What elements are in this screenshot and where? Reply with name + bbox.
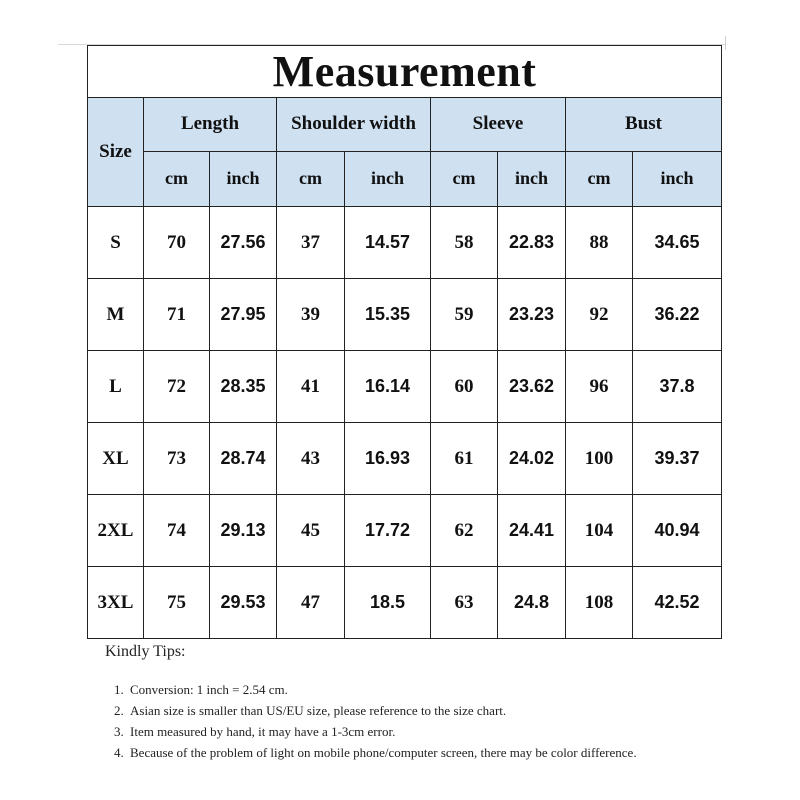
table-row	[88, 207, 722, 279]
bust-cm-cell: 88	[566, 207, 633, 279]
table-row	[88, 351, 722, 423]
kindly-tips	[105, 643, 745, 763]
corner-mark	[725, 36, 726, 50]
shoulder-inch-cell: 15.35	[345, 279, 431, 351]
bust-inch-cell: 34.65	[633, 207, 722, 279]
size-cell: 3XL	[88, 567, 144, 639]
shoulder-cm-cell: 47	[277, 567, 345, 639]
bust-inch-cell: 40.94	[633, 495, 722, 567]
unit-header: cm	[566, 152, 633, 207]
size-cell: S	[88, 207, 144, 279]
sleeve-inch-cell: 23.62	[498, 351, 566, 423]
shoulder-inch-cell: 16.93	[345, 423, 431, 495]
bust-cm-cell: 96	[566, 351, 633, 423]
tip-item: 2. Asian size is smaller than US/EU size, please reference to the size chart.	[127, 700, 745, 721]
size-cell: 2XL	[88, 495, 144, 567]
shoulder-inch-cell: 16.14	[345, 351, 431, 423]
sleeve-cm-cell: 60	[431, 351, 498, 423]
shoulder-width-header: Shoulder width	[277, 98, 431, 152]
bust-cm-cell: 100	[566, 423, 633, 495]
sleeve-inch-cell: 24.8	[498, 567, 566, 639]
sleeve-header: Sleeve	[431, 98, 566, 152]
table-row	[88, 279, 722, 351]
shoulder-cm-cell: 37	[277, 207, 345, 279]
sleeve-cm-cell: 58	[431, 207, 498, 279]
length-inch-cell: 27.95	[210, 279, 277, 351]
shoulder-cm-cell: 39	[277, 279, 345, 351]
sleeve-cm-cell: 59	[431, 279, 498, 351]
unit-header: inch	[498, 152, 566, 207]
sleeve-inch-cell: 23.23	[498, 279, 566, 351]
tips-list	[105, 679, 745, 763]
sleeve-cm-cell: 63	[431, 567, 498, 639]
shoulder-inch-cell: 17.72	[345, 495, 431, 567]
bust-cm-cell: 108	[566, 567, 633, 639]
length-cm-cell: 75	[144, 567, 210, 639]
sleeve-inch-cell: 24.02	[498, 423, 566, 495]
shoulder-cm-cell: 43	[277, 423, 345, 495]
bust-cm-cell: 104	[566, 495, 633, 567]
unit-header: cm	[144, 152, 210, 207]
sleeve-inch-cell: 24.41	[498, 495, 566, 567]
length-inch-cell: 29.13	[210, 495, 277, 567]
bust-cm-cell: 92	[566, 279, 633, 351]
table-row	[88, 423, 722, 495]
shoulder-cm-cell: 45	[277, 495, 345, 567]
unit-header: inch	[345, 152, 431, 207]
length-cm-cell: 72	[144, 351, 210, 423]
bust-inch-cell: 36.22	[633, 279, 722, 351]
unit-header: cm	[431, 152, 498, 207]
bust-inch-cell: 37.8	[633, 351, 722, 423]
tips-title: Kindly Tips:	[105, 643, 186, 660]
unit-header: inch	[633, 152, 722, 207]
length-inch-cell: 27.56	[210, 207, 277, 279]
length-cm-cell: 71	[144, 279, 210, 351]
length-cm-cell: 74	[144, 495, 210, 567]
sleeve-inch-cell: 22.83	[498, 207, 566, 279]
length-inch-cell: 29.53	[210, 567, 277, 639]
tip-item: 4. Because of the problem of light on mobile phone/computer screen, there may be color difference.	[127, 742, 745, 763]
size-header: Size	[88, 98, 144, 207]
bust-inch-cell: 42.52	[633, 567, 722, 639]
length-inch-cell: 28.74	[210, 423, 277, 495]
tip-item: 1. Conversion: 1 inch = 2.54 cm.	[127, 679, 745, 700]
unit-header: cm	[277, 152, 345, 207]
chart-title: Measurement	[88, 46, 722, 98]
shoulder-inch-cell: 14.57	[345, 207, 431, 279]
length-cm-cell: 70	[144, 207, 210, 279]
table-row	[88, 567, 722, 639]
sleeve-cm-cell: 62	[431, 495, 498, 567]
table-row	[88, 495, 722, 567]
sleeve-cm-cell: 61	[431, 423, 498, 495]
bust-inch-cell: 39.37	[633, 423, 722, 495]
length-inch-cell: 28.35	[210, 351, 277, 423]
size-cell: XL	[88, 423, 144, 495]
unit-header: inch	[210, 152, 277, 207]
size-cell: M	[88, 279, 144, 351]
shoulder-inch-cell: 18.5	[345, 567, 431, 639]
size-cell: L	[88, 351, 144, 423]
bust-header: Bust	[566, 98, 722, 152]
size-chart-table	[87, 45, 722, 639]
tip-item: 3. Item measured by hand, it may have a 1-3cm error.	[127, 721, 745, 742]
length-header: Length	[144, 98, 277, 152]
shoulder-cm-cell: 41	[277, 351, 345, 423]
length-cm-cell: 73	[144, 423, 210, 495]
